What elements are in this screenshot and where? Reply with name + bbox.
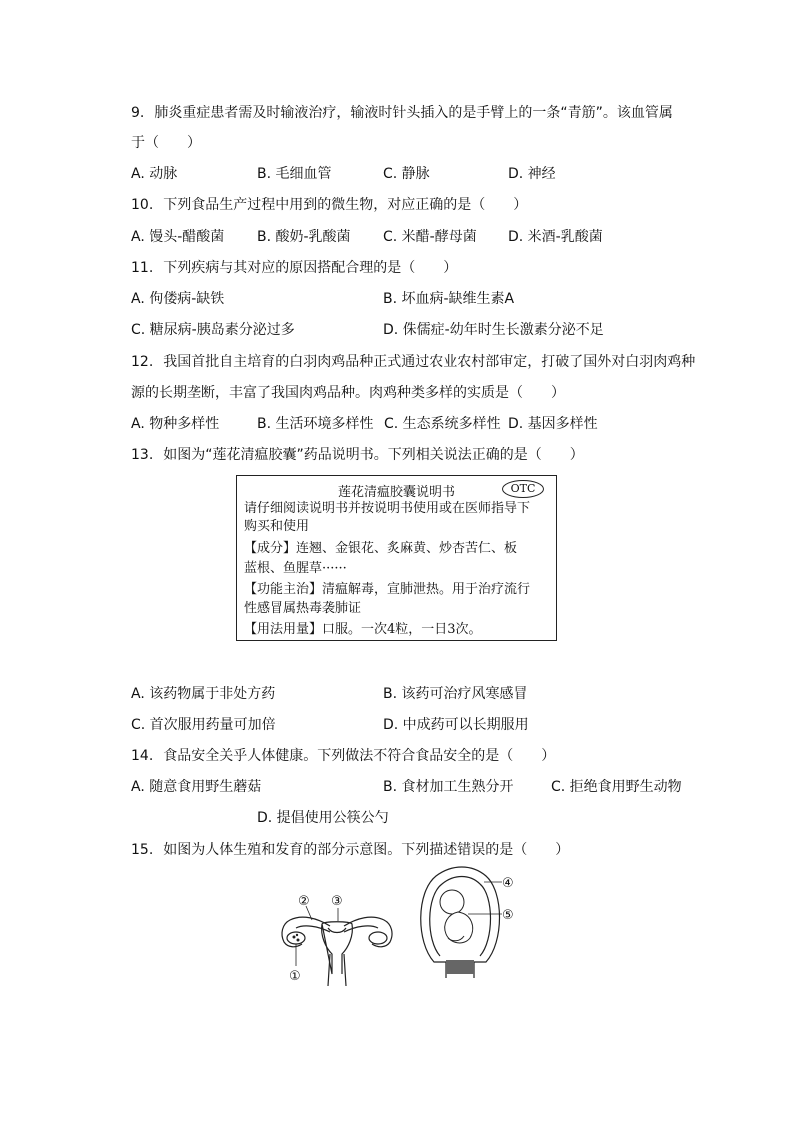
label-5: ⑤	[502, 908, 514, 923]
q13-stem-text: 如图为“莲花清瘟胶囊”药品说明书。下列相关说法正确的是（ ）	[163, 447, 584, 463]
q9-stem-line1	[131, 103, 673, 123]
q10-stem-text: 下列食品生产过程中用到的微生物，对应正确的是（ ）	[163, 197, 528, 213]
q11-number: 11.	[131, 260, 154, 276]
q14-option-d: D. 提倡使用公筷公勺	[257, 810, 389, 826]
q13-option-b: B. 该药可治疗风寒感冒	[383, 686, 528, 702]
q12-option-a: A. 物种多样性	[131, 416, 220, 432]
q11-option-c: C. 糖尿病-胰岛素分泌过多	[131, 322, 295, 338]
q12-option-d: D. 基因多样性	[508, 416, 598, 432]
q15-stem-text: 如图为人体生殖和发育的部分示意图。下列描述错误的是（ ）	[163, 842, 570, 858]
q14-option-b: B. 食材加工生熟分开	[383, 779, 514, 795]
label-3: ③	[331, 894, 343, 909]
q9-number: 9.	[131, 105, 145, 121]
q14-stem-text: 食品安全关乎人体健康。下列做法不符合食品安全的是（ ）	[163, 748, 556, 764]
leaflet-line: 购买和使用	[244, 519, 310, 534]
leaflet-line: 【用法用量】口服。一次4粒，一日3次。	[244, 622, 482, 637]
q13-number: 13.	[131, 447, 154, 463]
q14-option-c: C. 拒绝食用野生动物	[551, 779, 682, 795]
q12-stem-text: 我国首批自主培育的白羽肉鸡品种正式通过农业农村部审定，打破了国外对白羽肉鸡种	[163, 354, 696, 370]
q10-stem	[131, 195, 527, 215]
q12-number: 12.	[131, 354, 154, 370]
label-2: ②	[298, 894, 310, 909]
q11-stem	[131, 258, 457, 278]
leaflet-line: 蓝根、鱼腥草······	[244, 561, 347, 576]
q10-option-d: D. 米酒-乳酸菌	[508, 229, 603, 245]
q12-option-b: B. 生活环境多样性	[257, 416, 374, 432]
q12-stem-line1	[131, 352, 695, 372]
q12-stem-line2: 源的长期垄断，丰富了我国肉鸡品种。肉鸡种类多样的实质是（ ）	[131, 385, 565, 401]
q14-option-a: A. 随意食用野生蘑菇	[131, 779, 262, 795]
leaflet-line: 【成分】连翘、金银花、炙麻黄、炒杏苦仁、板	[244, 541, 518, 556]
q9-stem-text: 肺炎重症患者需及时输液治疗，输液时针头插入的是手臂上的一条“青筋”。该血管属	[154, 105, 673, 121]
q11-option-d: D. 侏儒症-幼年时生长激素分泌不足	[383, 322, 604, 338]
q13-stem	[131, 445, 584, 465]
uterus-diagram	[272, 888, 402, 988]
q10-option-b: B. 酸奶-乳酸菌	[257, 229, 351, 245]
medicine-leaflet	[236, 475, 557, 641]
q12-option-c: C. 生态系统多样性	[384, 416, 501, 432]
q9-option-c: C. 静脉	[383, 166, 430, 182]
leaflet-title: 莲花清瘟胶囊说明书	[337, 485, 455, 500]
leaflet-line: 【功能主治】清瘟解毒，宣肺泄热。用于治疗流行	[244, 582, 531, 597]
q15-number: 15.	[131, 842, 154, 858]
q9-option-a: A. 动脉	[131, 166, 178, 182]
fetus-diagram	[412, 862, 522, 982]
q15-stem	[131, 840, 569, 860]
q10-option-a: A. 馒头-醋酸菌	[131, 229, 225, 245]
q13-option-c: C. 首次服用药量可加倍	[131, 717, 276, 733]
q14-stem	[131, 746, 555, 766]
q13-option-d: D. 中成药可以长期服用	[383, 717, 529, 733]
q11-option-a: A. 佝偻病-缺铁	[131, 291, 225, 307]
leaflet-line: 性感冒属热毒袭肺证	[244, 601, 362, 616]
q9-option-d: D. 神经	[508, 166, 556, 182]
q9-option-b: B. 毛细血管	[257, 166, 332, 182]
label-4: ④	[502, 876, 514, 891]
q13-option-a: A. 该药物属于非处方药	[131, 686, 276, 702]
q9-stem-line2: 于（ ）	[131, 135, 201, 151]
label-1: ①	[289, 969, 301, 984]
q10-number: 10.	[131, 197, 154, 213]
q10-option-c: C. 米醋-酵母菌	[383, 229, 477, 245]
q14-number: 14.	[131, 748, 154, 764]
otc-badge: OTC	[502, 480, 544, 498]
leaflet-line: 请仔细阅读说明书并按说明书使用或在医师指导下	[244, 501, 531, 516]
q11-option-b: B. 坏血病-缺维生素A	[383, 291, 515, 307]
q11-stem-text: 下列疾病与其对应的原因搭配合理的是（ ）	[163, 260, 458, 276]
